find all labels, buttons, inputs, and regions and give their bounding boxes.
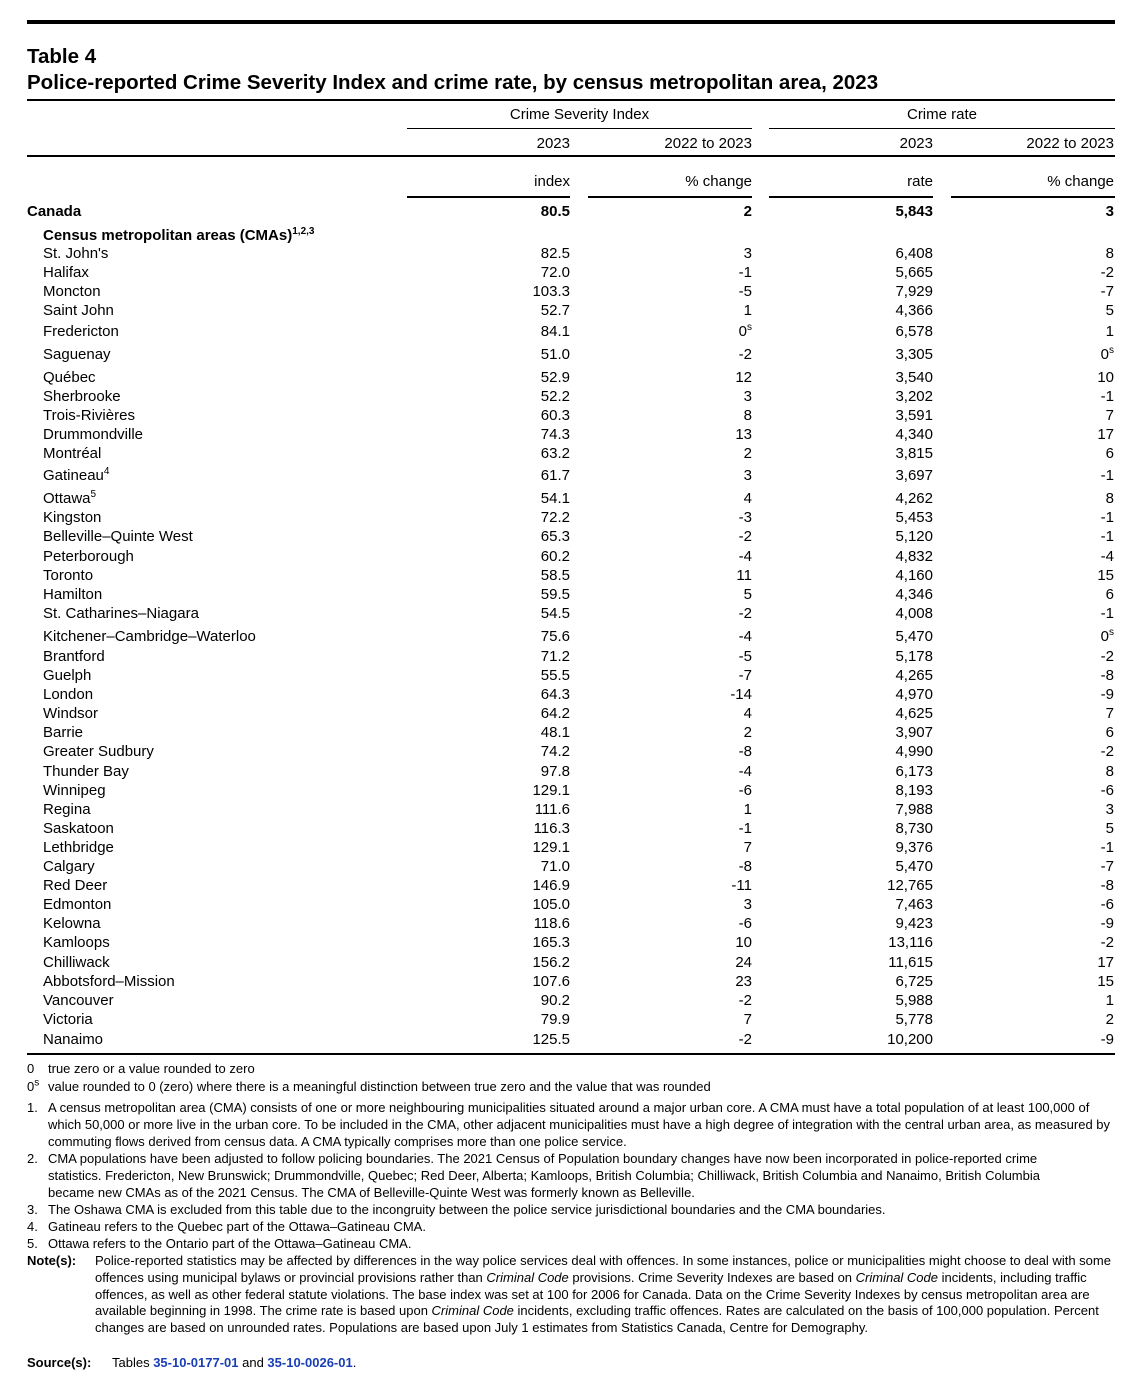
table-row: [0, 819, 1125, 838]
cma-name: Red Deer: [43, 877, 108, 894]
rate-value: 5,120: [895, 528, 933, 545]
table-row: [0, 627, 1125, 646]
rate-change-value: 17: [1097, 954, 1114, 971]
cma-heading: Census metropolitan areas (CMAs)$^{1,2,3}$: [43, 226, 315, 244]
group-header-csi: Crime Severity Index: [509, 106, 650, 123]
canada-rate-change: 3: [1105, 203, 1114, 220]
rate-value: 3,202: [895, 388, 933, 405]
rate-change-value: 5: [1105, 302, 1114, 319]
rate-change-value: 1: [1105, 992, 1114, 1009]
rate-value: 9,423: [895, 915, 933, 932]
rate-change-value: 8: [1105, 490, 1114, 507]
cma-name: Winnipeg: [43, 782, 106, 799]
rate-value: 5,178: [895, 648, 933, 665]
year-header-rate-change: 2022 to 2023: [1026, 135, 1114, 152]
rate-value: 4,832: [895, 548, 933, 565]
csi-value: 74.3: [540, 426, 570, 443]
cma-name: Ottawa$^5$: [43, 489, 97, 507]
cma-name: Saskatoon: [43, 820, 114, 837]
cma-name: Lethbridge: [43, 839, 114, 856]
rate-value: 7,988: [895, 801, 933, 818]
table-row: [0, 263, 1125, 282]
rate-change-value: 0$^s$: [1100, 627, 1114, 645]
table-row: [0, 914, 1125, 933]
cma-name: Kingston: [43, 509, 102, 526]
csi-value: 54.1: [540, 490, 570, 507]
csi-value: 116.3: [533, 820, 570, 837]
cma-name: Greater Sudbury: [43, 743, 154, 760]
rate-change-value: 7: [1105, 705, 1114, 722]
table-bottom-rule: [27, 1053, 1115, 1055]
rate-change-value: -1: [1100, 467, 1114, 484]
table-row: [0, 838, 1125, 857]
csi-change-value: -4: [738, 763, 752, 780]
rate-value: 5,470: [895, 858, 933, 875]
csi-value: 52.7: [540, 302, 570, 319]
unit-rule-1: [407, 196, 570, 198]
cma-name: Vancouver: [43, 992, 114, 1009]
csi-change-value: 12: [735, 369, 752, 386]
csi-change-value: 3: [743, 245, 752, 262]
rate-value: 12,765: [887, 877, 933, 894]
unit-header-pct-change-rate: % change: [1047, 173, 1114, 190]
rate-value: 4,990: [895, 743, 933, 760]
rate-value: 8,193: [895, 782, 933, 799]
csi-value: 107.6: [532, 973, 570, 990]
csi-change-value: -6: [738, 782, 752, 799]
rate-change-value: -2: [1100, 934, 1114, 951]
rate-change-value: 3: [1105, 801, 1114, 818]
rate-value: 3,305: [895, 346, 933, 363]
rate-change-value: -9: [1100, 915, 1114, 932]
table-row: [0, 527, 1125, 546]
csi-change-value: 1: [743, 801, 752, 818]
cma-name: Sherbrooke: [43, 388, 121, 405]
csi-change-value: 4: [743, 490, 752, 507]
csi-change-value: -3: [738, 509, 752, 526]
table-row: [0, 742, 1125, 761]
table-row: [0, 762, 1125, 781]
cma-name: Québec: [43, 369, 96, 386]
rate-change-value: 5: [1105, 820, 1114, 837]
csi-value: 82.5: [540, 245, 570, 262]
csi-value: 129.1: [532, 839, 570, 856]
cma-name: Halifax: [43, 264, 89, 281]
csi-change-value: -1: [738, 820, 752, 837]
csi-change-value: -2: [738, 528, 752, 545]
rate-value: 5,778: [895, 1011, 933, 1028]
cma-name: St. John's: [43, 245, 109, 262]
rate-value: 4,160: [895, 567, 933, 584]
rate-value: 7,463: [895, 896, 933, 913]
cma-name: Moncton: [43, 283, 101, 300]
csi-value: 51.0: [540, 346, 570, 363]
rate-change-value: -9: [1100, 686, 1114, 703]
rate-value: 4,262: [895, 490, 933, 507]
rate-value: 4,008: [895, 605, 933, 622]
rate-change-value: 6: [1105, 445, 1114, 462]
csi-value: 52.2: [540, 388, 570, 405]
rate-change-value: -1: [1100, 605, 1114, 622]
rate-value: 6,408: [895, 245, 933, 262]
csi-change-value: -2: [738, 1031, 752, 1048]
table-row: [0, 953, 1125, 972]
csi-value: 71.2: [540, 648, 570, 665]
cma-name: Barrie: [43, 724, 84, 741]
cma-name: Chilliwack: [43, 954, 110, 971]
source-link-table-2[interactable]: 35-10-0026-01: [267, 1355, 353, 1370]
rate-change-value: 15: [1097, 973, 1114, 990]
csi-change-value: 7: [743, 839, 752, 856]
rate-value: 3,815: [895, 445, 933, 462]
table-row: [0, 1030, 1125, 1049]
cma-name: Toronto: [43, 567, 94, 584]
table-row: [0, 666, 1125, 685]
cma-name: Thunder Bay: [43, 763, 129, 780]
csi-value: 60.3: [540, 407, 570, 424]
csi-value: 65.3: [540, 528, 570, 545]
canada-csi: 80.5: [540, 203, 570, 220]
csi-value: 75.6: [540, 628, 570, 645]
table-row: [0, 566, 1125, 585]
table-row: [0, 345, 1125, 364]
table-row: [0, 857, 1125, 876]
cma-name: Saguenay: [43, 346, 111, 363]
rate-value: 10,200: [887, 1031, 933, 1048]
csi-change-value: 3: [743, 388, 752, 405]
csi-change-value: -5: [738, 648, 752, 665]
csi-value: 156.2: [532, 954, 570, 971]
rate-change-value: 2: [1105, 1011, 1114, 1028]
csi-change-value: -2: [738, 992, 752, 1009]
csi-value: 79.9: [540, 1011, 570, 1028]
canada-row: [0, 202, 1125, 221]
rate-change-value: -1: [1100, 509, 1114, 526]
rate-change-value: 10: [1097, 369, 1114, 386]
csi-change-value: 11: [736, 567, 752, 584]
csi-value: 90.2: [540, 992, 570, 1009]
table-row: [0, 685, 1125, 704]
rate-value: 6,578: [895, 323, 933, 340]
rate-change-value: -8: [1100, 877, 1114, 894]
csi-value: 165.3: [532, 934, 570, 951]
rate-value: 4,340: [895, 426, 933, 443]
rate-group-rule: [769, 128, 1115, 129]
rate-value: 5,453: [895, 509, 933, 526]
csi-change-value: -2: [738, 605, 752, 622]
table-row: [0, 444, 1125, 463]
csi-value: 64.3: [540, 686, 570, 703]
group-header-crime-rate: Crime rate: [906, 106, 977, 123]
rate-value: 8,730: [895, 820, 933, 837]
rate-change-value: 15: [1097, 567, 1114, 584]
rate-value: 5,470: [895, 628, 933, 645]
table-row: [0, 723, 1125, 742]
rate-change-value: -7: [1100, 858, 1114, 875]
rate-value: 13,116: [888, 934, 933, 951]
table-row: [0, 647, 1125, 666]
rate-value: 7,929: [895, 283, 933, 300]
table-row: [0, 1010, 1125, 1029]
table-row: [0, 368, 1125, 387]
csi-value: 58.5: [540, 567, 570, 584]
csi-change-value: -14: [730, 686, 752, 703]
csi-value: 64.2: [540, 705, 570, 722]
csi-value: 72.0: [540, 264, 570, 281]
rate-change-value: -2: [1100, 648, 1114, 665]
rate-change-value: -1: [1100, 839, 1114, 856]
cma-name: Edmonton: [43, 896, 112, 913]
cma-name: Calgary: [43, 858, 95, 875]
cma-name: Belleville–Quinte West: [43, 528, 193, 545]
rate-value: 4,346: [895, 586, 933, 603]
cma-name: Hamilton: [43, 586, 103, 603]
notes-label: Note(s):: [27, 1253, 77, 1268]
csi-value: 54.5: [540, 605, 570, 622]
csi-value: 97.8: [540, 763, 570, 780]
cma-name: Trois-Rivières: [43, 407, 135, 424]
rate-change-value: -7: [1100, 283, 1114, 300]
csi-value: 84.1: [540, 323, 570, 340]
table-row: [0, 387, 1125, 406]
csi-change-value: 7: [743, 1011, 752, 1028]
table-row: [0, 704, 1125, 723]
csi-change-value: -5: [738, 283, 752, 300]
cma-name: Brantford: [43, 648, 105, 665]
rate-change-value: 6: [1105, 724, 1114, 741]
source-link-table-1[interactable]: 35-10-0177-01: [153, 1355, 239, 1370]
rate-value: 11,615: [888, 954, 933, 971]
csi-change-value: -1: [738, 264, 752, 281]
table-row: [0, 585, 1125, 604]
rate-change-value: -8: [1100, 667, 1114, 684]
year-header-rate: 2023: [899, 135, 933, 152]
cma-name: London: [43, 686, 94, 703]
cma-name: Victoria: [43, 1011, 93, 1028]
csi-value: 105.0: [532, 896, 570, 913]
table-row: [0, 508, 1125, 527]
csi-change-value: 2: [743, 724, 752, 741]
title-rule: [27, 99, 1115, 101]
table-row: [0, 547, 1125, 566]
table-row: [0, 933, 1125, 952]
csi-change-value: 10: [735, 934, 752, 951]
unit-rule-2: [588, 196, 752, 198]
table-row: [0, 604, 1125, 623]
csi-value: 72.2: [540, 509, 570, 526]
csi-change-value: 0$^s$: [738, 322, 752, 340]
rate-value: 3,697: [895, 467, 933, 484]
csi-change-value: 1: [743, 302, 752, 319]
cma-name: Montréal: [43, 445, 102, 462]
year-header-rule: [27, 155, 1115, 157]
top-rule: [27, 20, 1115, 24]
cma-name: Drummondville: [43, 426, 144, 443]
table-row: [0, 876, 1125, 895]
rate-change-value: -2: [1100, 743, 1114, 760]
rate-change-value: -2: [1100, 264, 1114, 281]
year-header-csi: 2023: [536, 135, 570, 152]
source-label: Source(s):: [27, 1355, 92, 1370]
table-row: [0, 466, 1125, 485]
rate-value: 3,540: [895, 369, 933, 386]
table-title: Police-reported Crime Severity Index and crime rate, by census metropolitan area, 2023: [27, 71, 879, 94]
rate-change-value: 6: [1105, 586, 1114, 603]
table-row: [0, 489, 1125, 508]
csi-value: 63.2: [540, 445, 570, 462]
csi-change-value: -4: [738, 548, 752, 565]
csi-change-value: 24: [735, 954, 752, 971]
csi-value: 146.9: [532, 877, 570, 894]
csi-change-value: -8: [738, 743, 752, 760]
canada-label: Canada: [27, 203, 82, 220]
csi-value: 71.0: [540, 858, 570, 875]
unit-rule-4: [951, 196, 1115, 198]
csi-value: 125.5: [532, 1031, 570, 1048]
rate-change-value: -1: [1100, 388, 1114, 405]
cma-name: Kitchener–Cambridge–Waterloo: [43, 628, 256, 645]
cma-name: Kelowna: [43, 915, 101, 932]
table-row: [0, 282, 1125, 301]
rate-value: 5,988: [895, 992, 933, 1009]
cma-heading-row: [0, 226, 1125, 245]
csi-value: 55.5: [540, 667, 570, 684]
rate-value: 3,907: [895, 724, 933, 741]
rate-change-value: -1: [1100, 528, 1114, 545]
rate-change-value: -6: [1100, 782, 1114, 799]
source-text: Tables 35-10-0177-01 and 35-10-0026-01.: [112, 1355, 357, 1370]
rate-value: 4,366: [895, 302, 933, 319]
cma-name: Kamloops: [43, 934, 110, 951]
rate-change-value: -4: [1100, 548, 1114, 565]
csi-change-value: -6: [738, 915, 752, 932]
csi-group-rule: [407, 128, 752, 129]
csi-change-value: 3: [743, 896, 752, 913]
unit-header-pct-change: % change: [685, 173, 752, 190]
rate-value: 4,265: [895, 667, 933, 684]
csi-value: 103.3: [532, 283, 570, 300]
table-row: [0, 781, 1125, 800]
cma-name: Nanaimo: [43, 1031, 104, 1048]
csi-change-value: 8: [743, 407, 752, 424]
table-row: [0, 800, 1125, 819]
table-row: [0, 991, 1125, 1010]
table-row: [0, 406, 1125, 425]
table-row: [0, 244, 1125, 263]
csi-value: 61.7: [540, 467, 570, 484]
rate-change-value: 1: [1105, 323, 1114, 340]
rate-value: 9,376: [895, 839, 933, 856]
canada-rate: 5,843: [895, 203, 933, 220]
csi-change-value: -4: [738, 628, 752, 645]
table-label: Table 4: [27, 45, 97, 68]
table-row: [0, 972, 1125, 991]
csi-change-value: 2: [743, 445, 752, 462]
csi-change-value: -8: [738, 858, 752, 875]
cma-name: Regina: [43, 801, 91, 818]
rate-value: 3,591: [895, 407, 933, 424]
csi-value: 48.1: [540, 724, 570, 741]
year-header-csi-change: 2022 to 2023: [664, 135, 752, 152]
csi-change-value: 5: [743, 586, 752, 603]
csi-change-value: 3: [743, 467, 752, 484]
cma-name: Windsor: [43, 705, 99, 722]
rate-change-value: -9: [1100, 1031, 1114, 1048]
rate-change-value: -6: [1100, 896, 1114, 913]
unit-rule-3: [769, 196, 933, 198]
csi-value: 74.2: [540, 743, 570, 760]
cma-name: Peterborough: [43, 548, 134, 565]
notes-text: Police-reported statistics may be affected by differences in the way police services deal with offences. In some instances, police or municipalities might choose to deal with some offences using municipal bylaws or provincial provisions rather than Criminal Code provisions. Crime Severity Indexes are based on Criminal Code incidents, including traffic offences, as well as other federal statute violations. The base index was set at 100 for 2006 for Canada. Data on the Crime Severity Indexes by census metropolitan area are available beginning in 1998. The crime rate is based upon Criminal Code incidents, excluding traffic offences. Rates are calculated on the basis of 100,000 population. Percent changes are based on unrounded rates. Populations are based upon July 1 estimates from Statistics Canada, Centre for Demography.: [95, 1253, 1111, 1336]
rate-change-value: 7: [1105, 407, 1114, 424]
cma-name: Abbotsford–Mission: [43, 973, 175, 990]
rate-value: 6,173: [895, 763, 933, 780]
table-row: [0, 301, 1125, 320]
table-row: [0, 895, 1125, 914]
csi-value: 60.2: [540, 548, 570, 565]
csi-change-value: -11: [731, 877, 752, 894]
csi-value: 118.6: [533, 915, 570, 932]
document-page: Table 4 Police-reported Crime Severity Index and crime rate, by census metropolitan area, 2023 Crime Severity Index Crime rate 2023 2022 to 2023 2023 2022 to 2023 index % change rate % change Canada 80.5 2 5,843 3 Census metropolitan areas (CMAs)$^{1,2,3}$ St. John's 82.5 3 6,408 8 Halifax 72.0 -1 5,665 -2 Moncton 103.3 -5 7,929 -7 Saint John 52.7 1 4,366 5 Fredericton 84.1 0$^s$ 6,578 1 Saguenay 51.0 -2 3,305 0$^s$ Québec 52.9 12 3,540 10 Sherbrooke 52.2 3 3,202 -1 Trois-Rivières 60.3 8 3,591 7 Drummondville 74.3 13 4,340 17 Montréal 63.2 2 3,815 6 Gatineau$^4$ 61.7 3 3,697 -1 Ottawa$^5$ 54.1 4 4,262 8 Kingston 72.2 -3 5,453 -1 Belleville–Quinte West 65.3 -2 5,120 -1 Peterborough 60.2 -4 4,832 -4 Toronto 58.5 11 4,160 15 Hamilton 59.5 5 4,346 6 St. Catharines–Niagara 54.5 -2 4,008 -1 Kitchener–Cambridge–Waterloo 75.6 -4 5,470 0$^s$ Brantford 71.2 -5 5,178 -2 Guelph 55.5 -7 4,265 -8 London 64.3 -14 4,970 -9 Windsor 64.2 4 4,625 7 Barrie 48.1 2 3,907 6 Greater Sudbury 74.2 -8 4,990 -2 Thunder Bay 97.8 -4 6,173 8 Winnipeg 129.1 -6 8,193 -6 Regina 111.6 1 7,988 3 Saskatoon 116.3 -1 8,730 5 Lethbridge 129.1 7 9,376 -1 Calgary 71.0 -8 5,470 -7 Red Deer 146.9 -11 12,765 -8 Edmonton 105.0 3 7,463 -6 Kelowna 118.6 -6 9,423 -9 Kamloops 165.3 10 13,116 -2 Chilliwack 156.2 24 11,615 17 Abbotsford–Mission 107.6 23 6,725 15 Vancouver 90.2 -2 5,988 1 Victoria 79.9 7 5,778 2 Nanaimo 125.5 -2 10,200 -9 0 true zero or a value rounded to zero 0$^s$ value rounded to 0 (zero) where there is a meaningful distinction between true zero and the value that was rounded 1. A census metropolitan area (CMA) consists of one or more neighbouring municipalities situated around a major urban core. A CMA must have a total population of at least 100,000 of which 50,000 or more live in the urban core. To be included in the CMA, other adjacent municipalities must have a high degree of integration with the central urban area, as measured by commuting flows derived from census data. A CMA typically comprises more than one police service. 2. CMA populations have been adjusted to follow policing boundaries. The 2021 Census of Population boundary changes have now been incorporated in police-reported crime statistics. Fredericton, New Brunswick; Drummondville, Quebec; Red Deer, Alberta; Kamloops, British Columbia; Chilliwack, British Columbia and Nanaimo, British Columbia became new CMAs as of the 2021 Census. The CMA of Belleville-Quinte West was formerly known as Belleville. 3. The Oshawa CMA is excluded from this table due to the incongruity between the police service jurisdictional boundaries and the CMA boundaries. 4. Gatineau refers to the Quebec part of the Ottawa–Gatineau CMA. 5. Ottawa refers to the Ontario part of the Ottawa–Gatineau CMA. Note(s): Police-reported statistics may be affected by differences in the way police services deal with offences. In some instances, police or municipalities might choose to deal with some offences using municipal bylaws or provincial provisions rather than Criminal Code provisions. Crime Severity Indexes are based on Criminal Code incidents, including traffic offences, as well as other federal statute violations. The base index was set at 100 for 2006 for Canada. Data on the Crime Severity Indexes by census metropolitan area are available beginning in 1998. The crime rate is based upon Criminal Code incidents, excluding traffic offences. Rates are calculated on the basis of 100,000 population. Percent changes are based on unrounded rates. Populations are based upon July 1 estimates from Statistics Canada, Centre for Demography. Source(s): Tables 35-10-0177-01 and 35-10-0026-01.: [0, 0, 1125, 1390]
unit-header-index: index: [534, 173, 570, 190]
csi-change-value: 13: [735, 426, 752, 443]
csi-value: 129.1: [532, 782, 570, 799]
rate-change-value: 17: [1097, 426, 1114, 443]
csi-change-value: 23: [735, 973, 752, 990]
rate-value: 5,665: [895, 264, 933, 281]
cma-name: Guelph: [43, 667, 92, 684]
csi-value: 59.5: [540, 586, 570, 603]
cma-name: Saint John: [43, 302, 114, 319]
csi-value: 52.9: [540, 369, 570, 386]
csi-change-value: 4: [743, 705, 752, 722]
table-row: [0, 425, 1125, 444]
cma-name: Fredericton: [43, 323, 119, 340]
rate-change-value: 8: [1105, 763, 1114, 780]
csi-value: 111.6: [534, 801, 570, 818]
csi-change-value: -7: [738, 667, 752, 684]
rate-value: 4,625: [895, 705, 933, 722]
csi-change-value: -2: [738, 346, 752, 363]
rate-change-value: 8: [1105, 245, 1114, 262]
unit-header-rate: rate: [907, 173, 933, 190]
rate-change-value: 0$^s$: [1100, 345, 1114, 363]
cma-name: St. Catharines–Niagara: [43, 605, 199, 622]
rate-value: 6,725: [895, 973, 933, 990]
canada-csi-change: 2: [743, 203, 752, 220]
table-row: [0, 322, 1125, 341]
cma-name: Gatineau$^4$: [43, 466, 110, 484]
rate-value: 4,970: [895, 686, 933, 703]
